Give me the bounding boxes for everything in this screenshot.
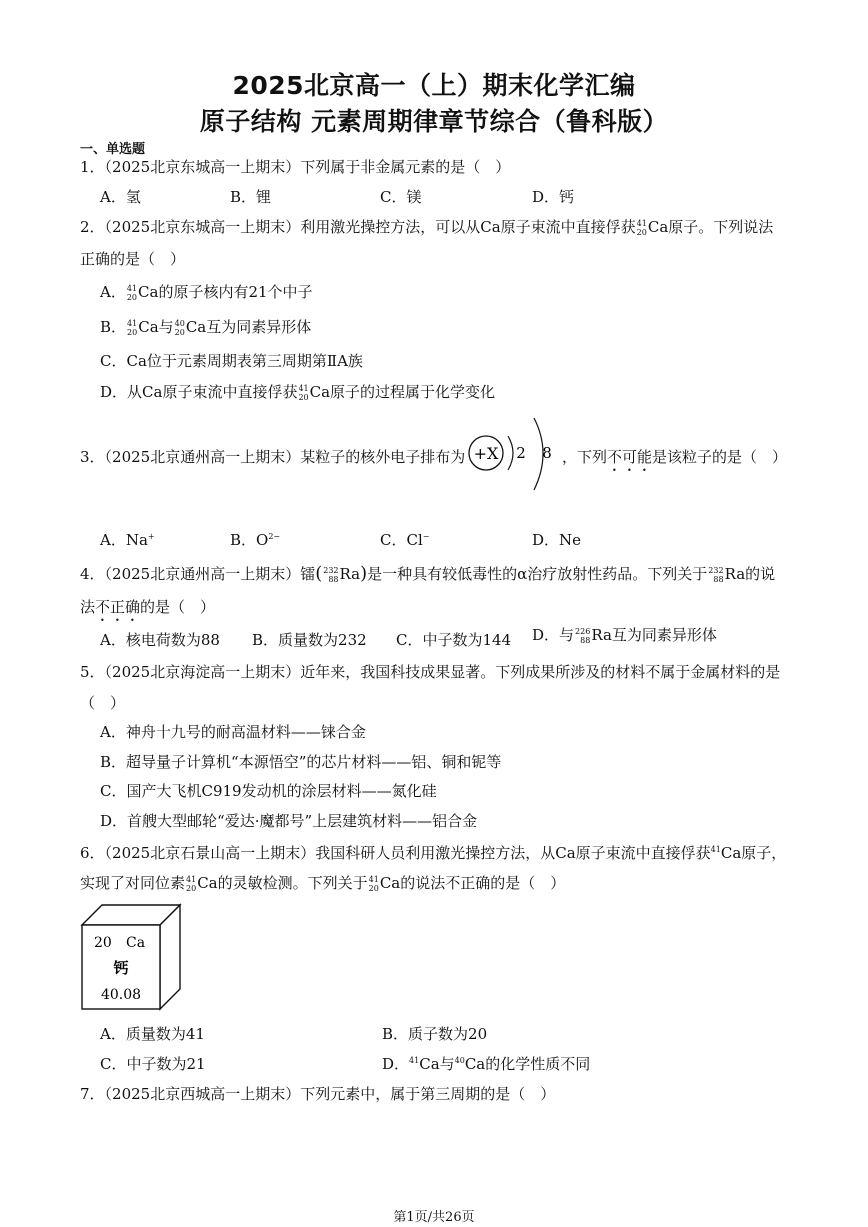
- nuclide-ca41: 41 20: [368, 875, 379, 893]
- shell-1-count: 2: [516, 444, 526, 462]
- q2-stem-part-a: 2．（2025北京东城高一上期末）利用激光操控方法，可以从Ca原子束流中直接俘获: [80, 218, 636, 236]
- q6-option-d[interactable]: D．$^{41}$Ca与$^{40}$Ca的化学性质不同: [382, 1055, 591, 1073]
- question-4-stem: 4．（2025北京通州高一上期末）镭( 232 88 Ra)是一种具有较低毒性的α治疗放射性药品。下列关于 232 88 Ra的说: [80, 563, 776, 584]
- option-letter: A．: [100, 283, 126, 301]
- emphasis-text: 不可能: [607, 448, 653, 466]
- q5-option-a[interactable]: A．神舟十九号的耐高温材料——铼合金: [100, 723, 366, 741]
- atomic-number: 20: [94, 935, 112, 951]
- q6-option-b[interactable]: B．质子数为20: [382, 1025, 488, 1043]
- question-4-stem-cont: 法不正确的是（ ）: [80, 598, 216, 616]
- question-5-stem-a: 5．（2025北京海淀高一上期末）近年来，我国科技成果显著。下列成果所涉及的材料不属于金属材料的是: [80, 663, 781, 681]
- shell-2-count: 8: [542, 444, 552, 462]
- q2-option-b[interactable]: [100, 316, 311, 337]
- q2-stem-part-c: 正确的是（ ）: [80, 250, 186, 268]
- option-text: D．从Ca原子束流中直接俘获: [100, 383, 298, 401]
- electron-shell-diagram: [464, 412, 564, 496]
- atomic-mass: 40.08: [100, 987, 142, 1003]
- nucleus-label: +X: [473, 444, 499, 463]
- nuclide-ra232: 232 88: [323, 566, 339, 584]
- question-6-stem-a: 6．（2025北京石景山高一上期末）我国科研人员利用激光操控方法，从Ca原子束流中直接俘获$^{41}$Ca原子，: [80, 844, 787, 862]
- q6-option-a[interactable]: A．质量数为41: [100, 1025, 205, 1043]
- q2-option-a[interactable]: [100, 281, 313, 302]
- q4-option-d[interactable]: D．与 226 88 Ra互为同素异形体: [532, 626, 717, 645]
- nuclide-ca40: 40 20: [174, 319, 185, 337]
- page-footer: 第1页/共26页: [393, 1210, 475, 1225]
- q4-option-c[interactable]: C．中子数为144: [396, 631, 512, 649]
- emphasis-text: 不正确: [95, 598, 141, 616]
- nuclide-ca41: 41 20: [636, 219, 647, 237]
- question-3-stem-a: 3．（2025北京通州高一上期末）某粒子的核外电子排布为: [80, 448, 466, 466]
- q1-option-d[interactable]: D．钙: [532, 188, 575, 206]
- option-text: Ca互为同素异形体: [185, 318, 312, 336]
- q4-option-b[interactable]: B．质量数为232: [252, 631, 367, 649]
- q5-option-b[interactable]: B．超导量子计算机“本源悟空”的芯片材料——铝、铜和铌等: [100, 753, 502, 771]
- option-text: Ca与: [138, 318, 174, 336]
- option-letter: B．: [100, 318, 127, 336]
- q6-option-c[interactable]: C．中子数为21: [100, 1055, 206, 1073]
- option-text: Ca原子的过程属于化学变化: [309, 383, 496, 401]
- page-subtitle: 原子结构 元素周期律章节综合（鲁科版）: [199, 107, 669, 136]
- section-heading: 一、单选题: [80, 142, 146, 157]
- page-title: 2025北京高一（上）期末化学汇编: [232, 71, 636, 100]
- nuclide-ca41: 41 20: [126, 284, 138, 302]
- q3-option-a[interactable]: A．Na+: [100, 531, 155, 549]
- nuclide-ra232: 232 88: [708, 566, 724, 584]
- q1-option-a[interactable]: A．氢: [100, 188, 141, 206]
- q5-option-c[interactable]: C．国产大飞机C919发动机的涂层材料——氮化硅: [100, 782, 437, 800]
- nuclide-ca41: 41 20: [127, 319, 138, 337]
- option-text: Ca的原子核内有21个中子: [138, 283, 313, 301]
- element-card: [80, 903, 184, 1011]
- nuclide-ca41: 41 20: [298, 384, 309, 402]
- q1-option-b[interactable]: B．锂: [230, 188, 272, 206]
- q1-option-c[interactable]: C．镁: [380, 188, 422, 206]
- question-1-stem: 1．（2025北京东城高一上期末）下列属于非金属元素的是（ ）: [80, 158, 511, 176]
- question-5-stem-b: （ ）: [80, 694, 126, 712]
- q5-option-d[interactable]: D．首艘大型邮轮“爱达·魔都号”上层建筑材料——铝合金: [100, 812, 478, 830]
- q2-option-c[interactable]: C．Ca位于元素周期表第三周期第ⅡA族: [100, 352, 363, 370]
- element-symbol: Ca: [126, 935, 146, 951]
- q3-option-d[interactable]: D．Ne: [532, 531, 582, 549]
- nuclide-ca41: 41 20: [186, 875, 197, 893]
- shell-arc-1: [508, 436, 513, 470]
- q4-option-a[interactable]: A．核电荷数为88: [100, 631, 220, 649]
- question-7-stem: 7．（2025北京西城高一上期末）下列元素中，属于第三周期的是（ ）: [80, 1085, 556, 1103]
- q3-option-b[interactable]: B．$O^{2-}$: [230, 531, 281, 549]
- nuclide-ra226: 226 88: [575, 627, 591, 645]
- q2-stem-part-b: Ca原子。下列说法: [647, 218, 774, 236]
- q2-option-d[interactable]: [100, 381, 495, 402]
- q3-option-c[interactable]: C．Cl−: [380, 531, 430, 549]
- question-6-stem-b: 实现了对同位素 41 20 Ca的灵敏检测。下列关于 41 20 Ca的说法不正确的是（ ）: [80, 874, 566, 893]
- element-name: 钙: [113, 959, 129, 977]
- question-3-stem-b: ，下列不可能是该粒子的是（ ）: [562, 448, 788, 466]
- question-2-stem: [80, 216, 773, 237]
